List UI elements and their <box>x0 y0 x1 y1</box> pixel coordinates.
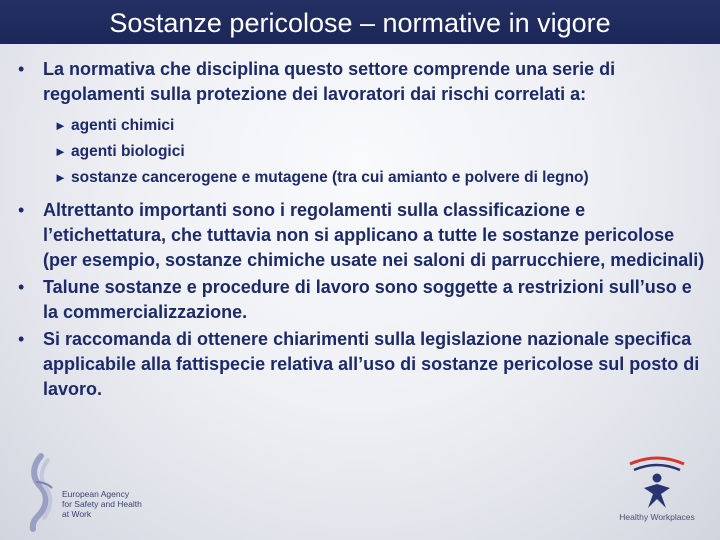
sub-bullet-item <box>54 165 708 191</box>
campaign-name: Healthy Workplaces <box>619 512 695 522</box>
bullet-item <box>18 198 708 273</box>
title-bar <box>0 0 720 44</box>
bullet-text: Talune sostanze e procedure di lavoro sono soggette a restrizioni sull’uso e la commercializzazione. <box>43 277 692 322</box>
arrow-icon: ► <box>54 118 67 133</box>
agency-emblem-icon <box>24 452 64 532</box>
bullet-text: Si raccomanda di ottenere chiarimenti sulla legislazione nazionale specifica applicabile alla fattispecie relativa all’uso di sostanze pericolose sul posto di lavoro. <box>43 329 700 399</box>
slide-title: Sostanze pericolose – normative in vigore <box>109 8 611 38</box>
campaign-star-figure-icon <box>612 454 702 512</box>
arrow-icon: ► <box>54 170 67 185</box>
bullet-item <box>18 275 708 325</box>
sub-bullet-item <box>54 139 708 165</box>
bullet-item <box>18 57 708 107</box>
healthy-workplaces-logo <box>612 454 702 534</box>
agency-name: European Agency for Safety and Health at Work <box>62 489 142 519</box>
sub-bullet-text: agenti biologici <box>71 143 185 160</box>
bullet-mark: • <box>18 277 25 297</box>
slide-body <box>18 57 708 404</box>
sub-bullet-item <box>54 113 708 139</box>
bullet-mark: • <box>18 200 25 220</box>
arrow-icon: ► <box>54 144 67 159</box>
bullet-mark: • <box>18 59 25 79</box>
eu-osha-logo <box>24 452 142 532</box>
bullet-mark: • <box>18 329 25 349</box>
sub-bullet-text: agenti chimici <box>71 117 175 134</box>
bullet-text: La normativa che disciplina questo settore comprende una serie di regolamenti sulla protezione dei lavoratori dai rischi correlati a: <box>43 59 616 104</box>
bullet-item <box>18 327 708 402</box>
sub-bullet-text: sostanze cancerogene e mutagene (tra cui amianto e polvere di legno) <box>71 169 589 186</box>
bullet-text: Altrettanto importanti sono i regolamenti sulla classificazione e l’etichettatura, che tuttavia non si applicano a tutte le sostanze pericolose (per esempio, sostanze chimiche usate nei saloni di parrucchiere, medicinali) <box>43 200 705 270</box>
sub-bullet-list <box>54 113 708 191</box>
